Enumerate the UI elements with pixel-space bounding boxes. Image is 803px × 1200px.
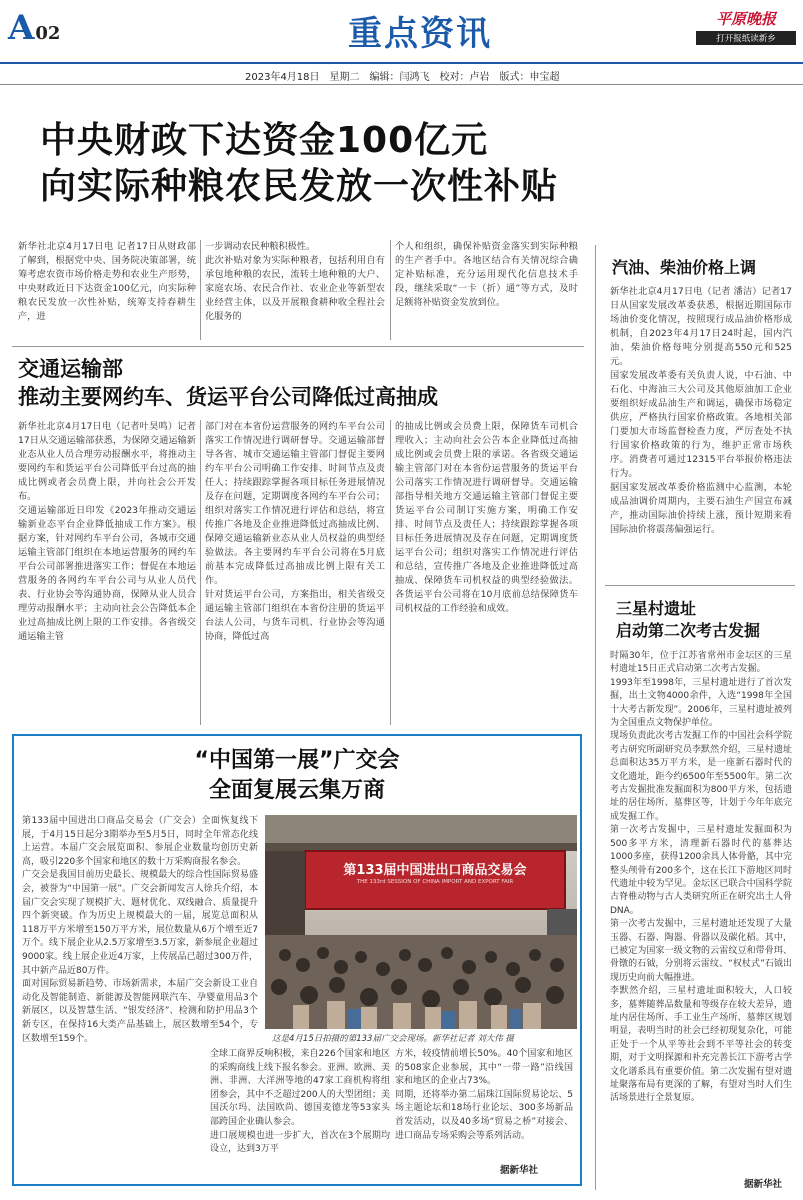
transport-title-1: 交通运输部: [18, 357, 123, 381]
headline-line-2: 向实际种粮农民发放一次性补贴: [40, 166, 559, 207]
canton-title-1: “中国第一展”广交会: [194, 748, 400, 773]
lead-col-1: 新华社北京4月17日电 记者17日从财政部了解到，根据党中央、国务院决策部署，统筹考虑农资市场价格走势和农业生产形势，中央财政近日下达资金100亿元，向实际种粮农民发放一次性补贴，统筹支持春耕生产，进: [18, 241, 196, 322]
sanxing-title-1: 三星村遗址: [616, 599, 697, 618]
lead-col-2: 一步调动农民种粮积极性。 此次补贴对象为实际种粮者，包括利用自有承包地种粮的农民，流转土地种粮的大户、家庭农场、农民合作社、农业企业等新型农业经营主体，以及开展粮食耕种收全程社会化服务的: [205, 241, 385, 322]
column-divider: [200, 420, 201, 725]
logo-slogan: 打开报纸读新乡: [696, 31, 796, 45]
photo-banner-english: THE 133rd SESSION OF CHINA IMPORT AND EXPORT FAIR: [356, 879, 514, 885]
fuel-headline: 汽油、柴油价格上调: [612, 258, 757, 277]
photo-caption: 这是4月15日拍摄的第133届广交会现场。新华社记者 刘大伟 摄: [272, 1034, 514, 1044]
lead-col-3: 个人和组织，确保补贴资金落实到实际种粮的生产者手中。各地区结合有关情况综合确定补贴标准，充分运用现代化信息技术手段，继续采取“一卡（折）通”等方式，及时足额将补贴资金发放到位。: [395, 241, 578, 308]
canton-source: 据新华社: [500, 1165, 539, 1176]
column-divider: [390, 240, 391, 340]
sanxing-body: 时隔30年，位于江苏省常州市金坛区的三星村遗址15日正式启动第二次考古发掘。 1993年至1998年，三星村遗址进行了首次发掘，出土文物4000余件，入选“1998年全国十大考古新发现”。2006年，三星村遗址被列为全国重点文物保护单位。 现场负责此次考古发掘工作的中国社会科学院考古研究所副研究员李默然介绍，三星村遗址总面积达35万平方米，是一座新石器时代的文化遗址，距今约6500年至5500年。第二次考古发掘批准发掘面积为800平方米，包括遗址的居住场所、墓葬区等，计划于今年年底完成发掘工作。 第一次考古发掘中，三星村遗址发掘面积为500多平方米，清理新石器时代的墓葬达1000多座，获得1200余具人体骨骼，其中完整头颅骨有200多个，这在长江下游地区同时代遗址中较为罕见。金坛区已联合中国科学院古脊椎动物与古人类研究所正在研究出土人骨DNA。 第一次考古发掘中，三星村遗址还发现了大量玉器、石器、陶器、骨器以及碳化稻。其中，已被定为国家一级文物的云雷纹豆和带骨珥、骨镦的石钺，分别将云雷纹、“权杖式”石钺出现历史向前大幅推进。 李默然介绍，三星村遗址面积较大，人口较多，墓葬随葬品数量和等级存在较大差异，遗址内居住场所、手工业生产场所、墓葬区规划明显，表明当时的社会已经初现复杂化，可能正处于一个从平等社会到不平等社会的转变期，对于文明探源和补充完善长江下游考古学文化谱系具有重要价值。第二次发掘有望对遗址聚落布局有更深的了解，有望对当时人们生活场景进行全景复原。: [610, 651, 792, 1104]
headline-line-1: 中央财政下达资金100亿元: [40, 120, 489, 161]
transport-col-2: 部门对在本省份运营服务的网约车平台公司落实工作情况进行调研督导。交通运输部督导各省、城市交通运输主管部门督促主要网约车平台公司明确工作安排、时间节点及责任人；持续跟踪掌握各项目标任务进展情况及存在问题，定期调度各网约车平台公司；组织对落实工作情况进行评估和总结，将宣传推广各地及企业推进降低过高抽成比例、保障交通运输新业态从业人员权益的典型经验做法。各主要网约车平台公司将在5月底前基本完成降低过高抽成比例上限有关工作。 针对货运平台公司，方案指出，相关省级交通运输主管部门组织在本省份注册的货运平台法人公司，与货车司机、行业协会等沟通协商，降低过高: [205, 421, 385, 642]
canton-col-2: 全球工商界反响积极，来自226个国家和地区的采购商线上线下报名参会。亚洲、欧洲、美洲、非洲、大洋洲等地的47家工商机构将组团参会，其中不乏超过200人的大型团组；美国沃尔玛、法国欧尚、德国麦德龙等53家头部跨国企业确认参会。 进口展规模也进一步扩大，首次在3个展期均设立，达到3万平: [210, 1049, 390, 1155]
transport-col-3: 的抽成比例或会员费上限，保障货车司机合理收入；主动向社会公告本企业降低过高抽成比例或会员费上限的承诺。各省级交通运输主管部门对在本省份运营服务的货运平台公司落实工作情况进行调研督导。交通运输部指导相关地方交通运输主管部门督促主要货运平台公司制订实施方案，明确工作安排、时间节点及责任人；持续跟踪掌握各项目标任务进展情况及存在问题，定期调度货运平台公司；组织对落实工作情况进行评估和总结，宣传推广各地及企业推进降低过高抽成、保障货车司机权益的典型经验做法。各货运平台公司将在10月底前总结保障货车司机权益的工作经验和成效。: [395, 421, 578, 614]
section-divider: [12, 346, 584, 347]
crowd-photo-illustration: [265, 815, 577, 1029]
sanxing-title-2: 启动第二次考古发掘: [616, 621, 761, 640]
header-rule-thin: [0, 84, 803, 85]
canton-headline: [12, 746, 582, 806]
section-divider: [605, 585, 795, 586]
canton-col-3: 方米，较疫情前增长50%。40个国家和地区的508家企业参展，其中“一带一路”沿线国家和地区的企业占73%。 同期，还将举办第二届珠江国际贸易论坛、5场主题论坛和18场行业论坛、300多场新品首发活动，以及40多场“贸易之桥”对接会、进口商品专场采购会等系列活动。: [395, 1049, 573, 1141]
transport-col-1: 新华社北京4月17日电（记者叶昊鸣）记者17日从交通运输部获悉，为保障交通运输新业态从业人员合理劳动报酬水平，将推动主要网约车和货运平台公司降低平台过高的抽成比例或者会员费上限，并向社会公开发布。 交通运输部近日印发《2023年推动交通运输新业态平台企业降低抽成工作方案》。根据方案，针对网约车平台公司，各城市交通运输主管部门组织在本地运营服务的网约车平台公司部署推进落实工作；督促在本地运营服务的各网约车平台公司与从业人员代表、行业协会等沟通协商，保障从业人员合理劳动报酬水平；主动向社会公告降低本企业过高抽成比例上限的工作安排。各省级交通运输主管: [18, 421, 196, 642]
sanxing-source: 据新华社: [744, 1179, 783, 1190]
right-column-divider: [595, 245, 596, 1190]
newspaper-logo: [696, 8, 796, 45]
column-divider: [200, 240, 201, 340]
logo-name: 平原晚报: [715, 10, 776, 28]
fuel-body: 新华社北京4月17日电（记者 潘洁）记者17日从国家发展改革委获悉，根据近期国际市场油价变化情况，按照现行成品油价格形成机制，自2023年4月17日24时起，国内汽油、柴油价格每吨分别提高550元和525元。 国家发展改革委有关负责人说，中石油、中石化、中海油三大公司及其他原油加工企业要组织好成品油生产和调运，确保市场稳定供应，严格执行国家价格政策。各地相关部门要加大市场监督检查力度，严厉查处不执行国家价格政策的行为，维护正常市场秩序。消费者可通过12315平台举报价格违法行为。 据国家发展改革委价格监测中心监测，本轮成品油调价周期内，主要石油生产国宣布减产，推动国际油价持续上涨，预计短期来看国际油价将震荡偏强运行。: [610, 286, 792, 535]
main-headline: [40, 118, 760, 210]
transport-title-2: 推动主要网约车、货运平台公司降低过高抽成: [18, 385, 438, 409]
canton-fair-photo: [265, 815, 577, 1029]
header-rule: [0, 62, 803, 64]
canton-title-2: 全面复展云集万商: [208, 778, 385, 803]
photo-banner-text: 第133届中国进出口商品交易会: [343, 863, 527, 878]
transport-headline: [18, 355, 578, 411]
issue-info: 2023年4月18日 星期二 编辑：闫鸿飞 校对：卢岩 版式：申宝超: [245, 72, 560, 83]
column-divider: [390, 420, 391, 725]
page-number: A02: [8, 8, 61, 48]
sanxing-headline: [616, 598, 760, 642]
section-title: 重点资讯: [348, 14, 492, 54]
canton-col-1: 第133届中国进出口商品交易会（广交会）全面恢复线下展，于4月15日起分3期举办至5月5日，同时全年常态化线上运营。本届广交会展览面积、参展企业数量均创历史新高，吸引220多个国家和地区的数十万采购商报名参会。 广交会是我国目前历史最长、规模最大的综合性国际贸易盛会，被誉为“中国第一展”。广交会新闻发言人徐兵介绍，本届广交会实现了规模扩大、题材优化、双线融合、质量提升四个新突破。作为历史上规模最大的一届，展览总面积从118万平方米增至150万平方米，展位数量从6万个增至近7万个。线下展企业从2.5万家增至3.5万家，新参展企业超过9000家。线上展企业近4万家，上传展品已超过300万件，其中新产品近80万件。 面对国际贸易新趋势、市场新需求，本届广交会新设工业自动化及智能制造、新能源及智能网联汽车、孕婴童用品3个新展区，以及智慧生活、“银发经济”、检测和防护用品3个新专区，在保持16大类产品基础上，展区数增至54个，专区数增至159个。: [22, 816, 258, 1044]
